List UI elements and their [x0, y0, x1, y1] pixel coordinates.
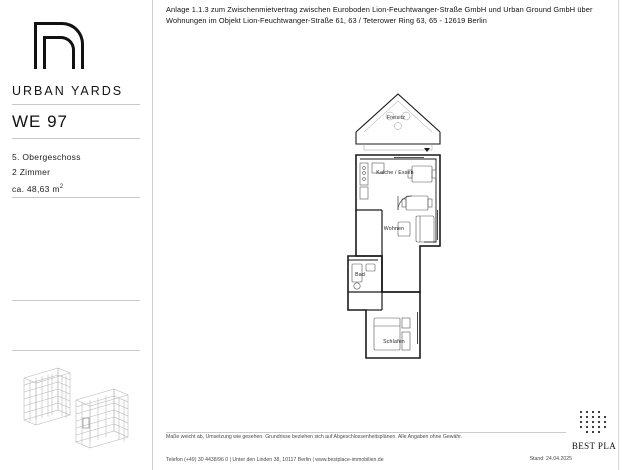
dot-grid-logo-icon: [577, 408, 611, 438]
unit-area: ca. 48,63 $m^2$: [12, 183, 64, 194]
header-line-1: Anlage 1.1.3 zum Zwischenmietvertrag zwischen Euroboden Lion-Feuchtwanger-Straße GmbH und Urban Ground GmbH über: [166, 5, 593, 14]
document-header: [166, 4, 626, 26]
bestplace-logo: [566, 408, 622, 451]
divider-2: [12, 138, 140, 139]
unit-title: WE 97: [12, 112, 69, 131]
divider-5: [12, 350, 140, 351]
urban-yards-logo-icon: [34, 22, 78, 66]
room-label-freisitz: Freisitz: [386, 115, 406, 121]
footer-disclaimer: Maße weicht ab, Umsetzung wie gesehen. Grundrisse beziehen sich auf Abgeschlossenheitsplänen. Alle Angaben ohne Gewähr.: [166, 434, 463, 440]
room-label-schlafen: Schlafen: [383, 339, 405, 345]
room-label-bad: Bad: [355, 272, 365, 278]
vertical-divider: [152, 0, 153, 470]
brand-name: URBAN YARDS: [12, 84, 124, 98]
bestplace-name: BEST PLA: [571, 441, 617, 451]
room-label-wohnen: Wohnen: [383, 226, 405, 232]
building-massing-illustration: [18, 358, 138, 458]
unit-rooms: 2 Zimmer: [12, 167, 51, 177]
divider-3: [12, 197, 140, 198]
divider-4: [12, 300, 140, 301]
right-edge-line: [618, 0, 619, 470]
divider-1: [12, 104, 140, 105]
header-line-2: Wohnungen im Objekt Lion-Feuchtwanger-Straße 61, 63 / Teterower Ring 63, 65 - 12619 Berlin: [166, 16, 487, 25]
room-label-kueche-essen: Kalche / Essen: [376, 170, 414, 176]
unit-meta: [12, 150, 142, 197]
footer-contact: Telefon (+49) 30 4438/96 0 | Unter den Linden 38, 10117 Berlin | www.bestplace-immobilien.de: [166, 457, 384, 463]
floorplan-drawing: [320, 60, 480, 360]
footer-date: Stand: 24.04.2025: [529, 456, 572, 462]
unit-floor: 5. Obergeschoss: [12, 152, 81, 162]
left-info-column: [0, 0, 152, 470]
